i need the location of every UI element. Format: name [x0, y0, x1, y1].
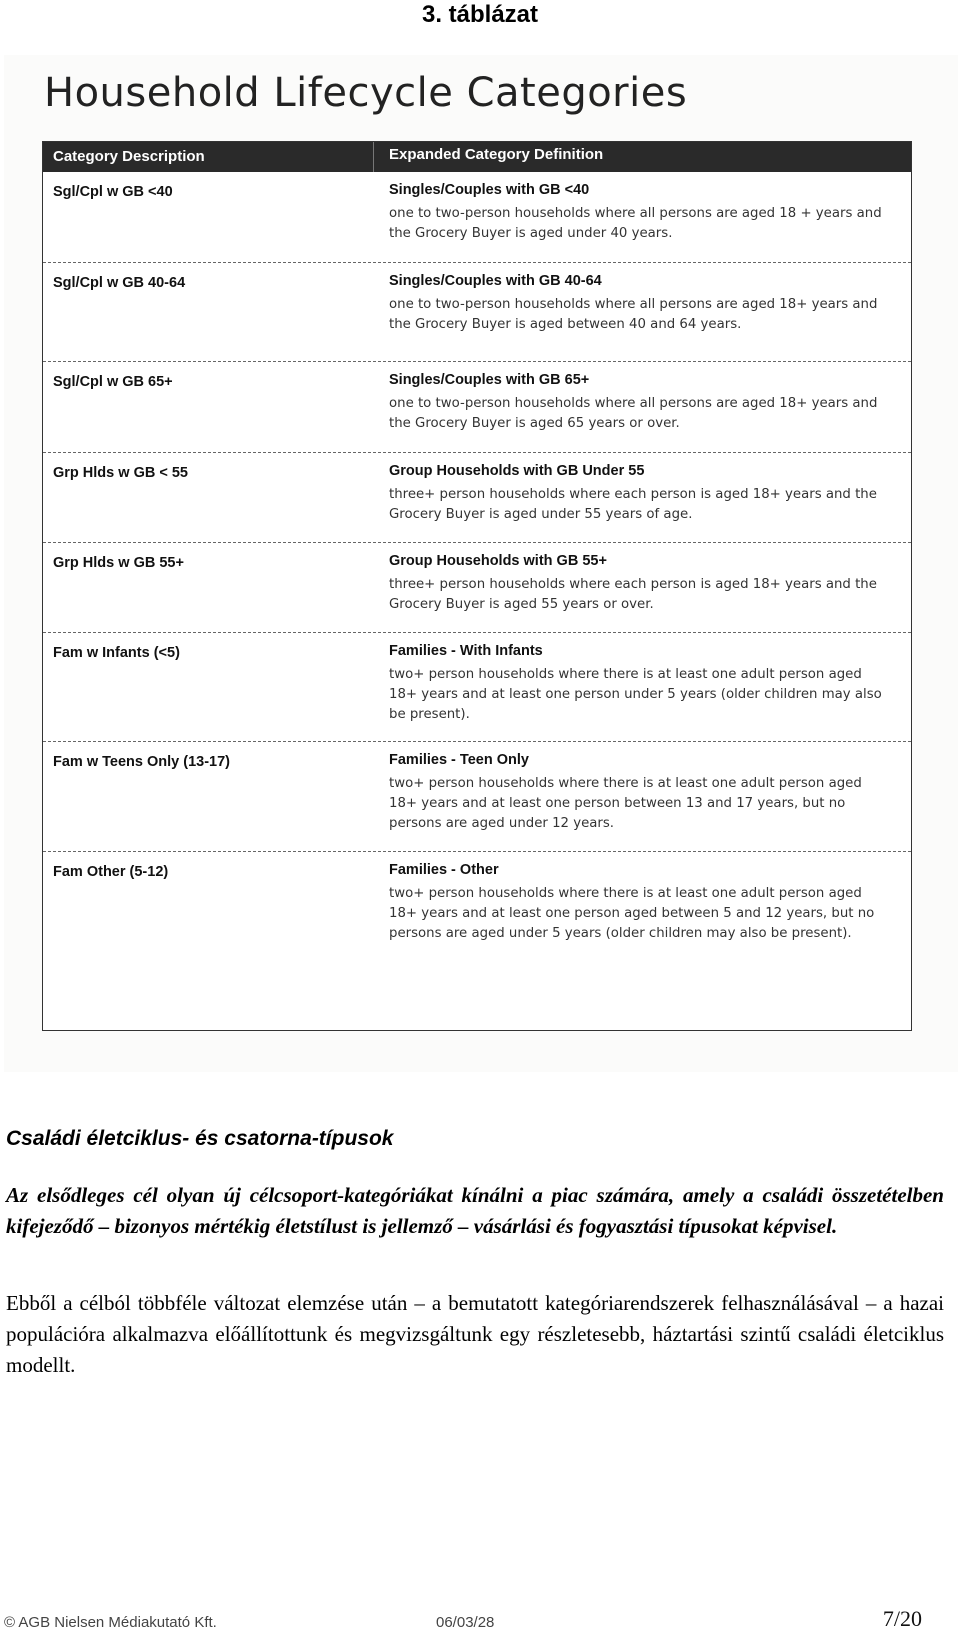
- body-paragraph: Ebből a célból többféle változat elemzése után – a bemutatott kategóriarendszerek felhasználásával – a hazai populációra alkalmazva előállítottunk és megvizsgáltunk egy részletesebb, háztartási szintű családi életciklus modellt.: [6, 1291, 944, 1377]
- table-row: [43, 741, 911, 851]
- footer-page-number: 7/20: [882, 1606, 922, 1631]
- table-row: [43, 452, 911, 542]
- footer-date: 06/03/28: [436, 1614, 495, 1631]
- row-definition-text: one to two-person households where all persons are aged 18 + years and the Grocery Buyer is aged under 40 years.: [389, 206, 882, 241]
- row-category: Grp Hlds w GB < 55: [53, 465, 188, 481]
- lead-paragraph: Az elsődleges cél olyan új célcsoport-kategóriákat kínálni a piac számára, amely a családi összetételben kifejeződő – bizonyos mértékig életstílust is jellemző – vásárlási és fogyasztási típusokat képvisel.: [6, 1183, 944, 1238]
- row-definition-title: Singles/Couples with GB 65+: [389, 372, 590, 388]
- section-title: Családi életciklus- és csatorna-típusok: [6, 1127, 394, 1150]
- row-definition-text: one to two-person households where all persons are aged 18+ years and the Grocery Buyer is aged between 40 and 64 years.: [389, 297, 878, 332]
- row-definition-text: two+ person households where there is at least one adult person aged 18+ years and at least one person between 13 and 17 years, but no persons are aged under 12 years.: [389, 776, 862, 831]
- row-definition-title: Group Households with GB 55+: [389, 553, 607, 569]
- table-row: [43, 851, 911, 1030]
- row-category: Sgl/Cpl w GB 65+: [53, 374, 173, 390]
- row-category: Fam w Infants (<5): [53, 645, 180, 661]
- row-category: Fam w Teens Only (13-17): [53, 754, 231, 770]
- table-row: [43, 632, 911, 741]
- scanned-table-image: [4, 55, 958, 1072]
- table-caption: 3. táblázat: [421, 1, 539, 28]
- footer-company: © AGB Nielsen Médiakutató Kft.: [4, 1614, 217, 1631]
- row-definition-title: Families - With Infants: [389, 643, 543, 659]
- row-category: Sgl/Cpl w GB <40: [53, 184, 173, 200]
- row-definition-text: three+ person households where each person is aged 18+ years and the Grocery Buyer is aged 55 years or over.: [389, 577, 877, 612]
- row-category: Fam Other (5-12): [53, 864, 169, 880]
- row-definition-title: Families - Teen Only: [389, 752, 529, 768]
- header-category: Category Description: [53, 148, 205, 165]
- row-definition-text: one to two-person households where all persons are aged 18+ years and the Grocery Buyer is aged 65 years or over.: [389, 396, 878, 431]
- scan-title: Household Lifecycle Categories: [44, 70, 688, 116]
- table-row: [43, 361, 911, 452]
- row-definition-text: two+ person households where there is at least one adult person aged 18+ years and at least one person under 5 years (older children may also be present).: [389, 667, 882, 722]
- table-row: [43, 172, 911, 262]
- table-row: [43, 262, 911, 361]
- row-category: Grp Hlds w GB 55+: [53, 555, 184, 571]
- row-definition-title: Singles/Couples with GB <40: [389, 182, 590, 198]
- row-definition-text: two+ person households where there is at least one adult person aged 18+ years and at least one person aged between 5 and 12 years, but no persons are aged under 5 years (older children may also be present).: [389, 886, 875, 941]
- table-row: [43, 542, 911, 632]
- row-category: Sgl/Cpl w GB 40-64: [53, 275, 186, 291]
- lifecycle-table: [42, 141, 912, 1031]
- row-definition-title: Group Households with GB Under 55: [389, 463, 645, 479]
- header-definition: Expanded Category Definition: [389, 146, 604, 163]
- row-definition-text: three+ person households where each person is aged 18+ years and the Grocery Buyer is aged under 55 years of age.: [389, 487, 877, 522]
- row-definition-title: Families - Other: [389, 862, 499, 878]
- header-divider: [373, 142, 374, 172]
- table-header: [43, 142, 911, 172]
- row-definition-title: Singles/Couples with GB 40-64: [389, 273, 602, 289]
